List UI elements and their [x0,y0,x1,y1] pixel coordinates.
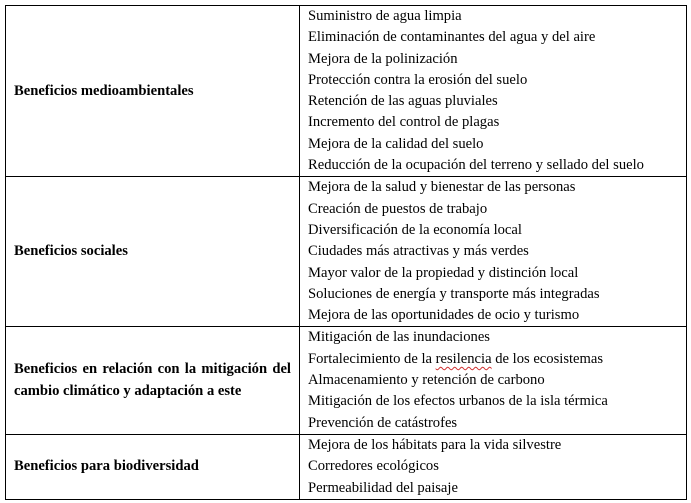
list-item: Mejora de la polinización [308,50,458,67]
table-row [6,6,687,177]
table-row [6,177,687,327]
list-item-text-after: de los ecosistemas [491,350,604,367]
list-item [308,349,686,370]
list-item: Permeabilidad del paisaje [308,479,458,496]
list-item: Reducción de la ocupación del terreno y sellado del suelo [308,157,644,174]
list-item: Almacenamiento y retención de carbono [308,372,545,389]
list-item: Mejora de la salud y bienestar de las personas [308,179,576,196]
list-item: Mitigación de las inundaciones [308,329,490,346]
table-row [6,327,687,434]
spellcheck-flagged-word: resilencia [435,350,492,367]
category-environmental: Beneficios medioambientales [6,6,300,177]
list-item: Corredores ecológicos [308,458,439,475]
list-item: Retención de las aguas pluviales [308,93,498,110]
list-item: Soluciones de energía y transporte más integradas [308,285,600,302]
benefit-list-climate [300,327,687,434]
table-row [6,434,687,499]
benefit-list-environmental [300,6,687,177]
benefit-list-biodiversity [300,434,687,499]
category-social: Beneficios sociales [6,177,300,327]
benefit-list-social [300,177,687,327]
list-item: Mayor valor de la propiedad y distinción local [308,264,579,281]
list-item: Eliminación de contaminantes del agua y del aire [308,29,596,46]
list-item: Mitigación de los efectos urbanos de la isla térmica [308,393,608,410]
category-climate: Beneficios en relación con la mitigación del cambio climático y adaptación a este [6,327,300,434]
list-item: Creación de puestos de trabajo [308,200,488,217]
list-item: Mejora de los hábitats para la vida silvestre [308,436,562,453]
list-item: Prevención de catástrofes [308,414,458,431]
list-item: Diversificación de la economía local [308,221,522,238]
list-item: Incremento del control de plagas [308,114,500,131]
list-item-text-before: Fortalecimiento de la [308,350,436,367]
list-item: Suministro de agua limpia [308,8,462,24]
benefits-table [5,5,687,500]
category-biodiversity: Beneficios para biodiversidad [6,434,300,499]
list-item: Mejora de las oportunidades de ocio y turismo [308,307,580,324]
list-item: Ciudades más atractivas y más verdes [308,243,529,260]
list-item: Protección contra la erosión del suelo [308,71,528,88]
list-item: Mejora de la calidad del suelo [308,135,484,152]
